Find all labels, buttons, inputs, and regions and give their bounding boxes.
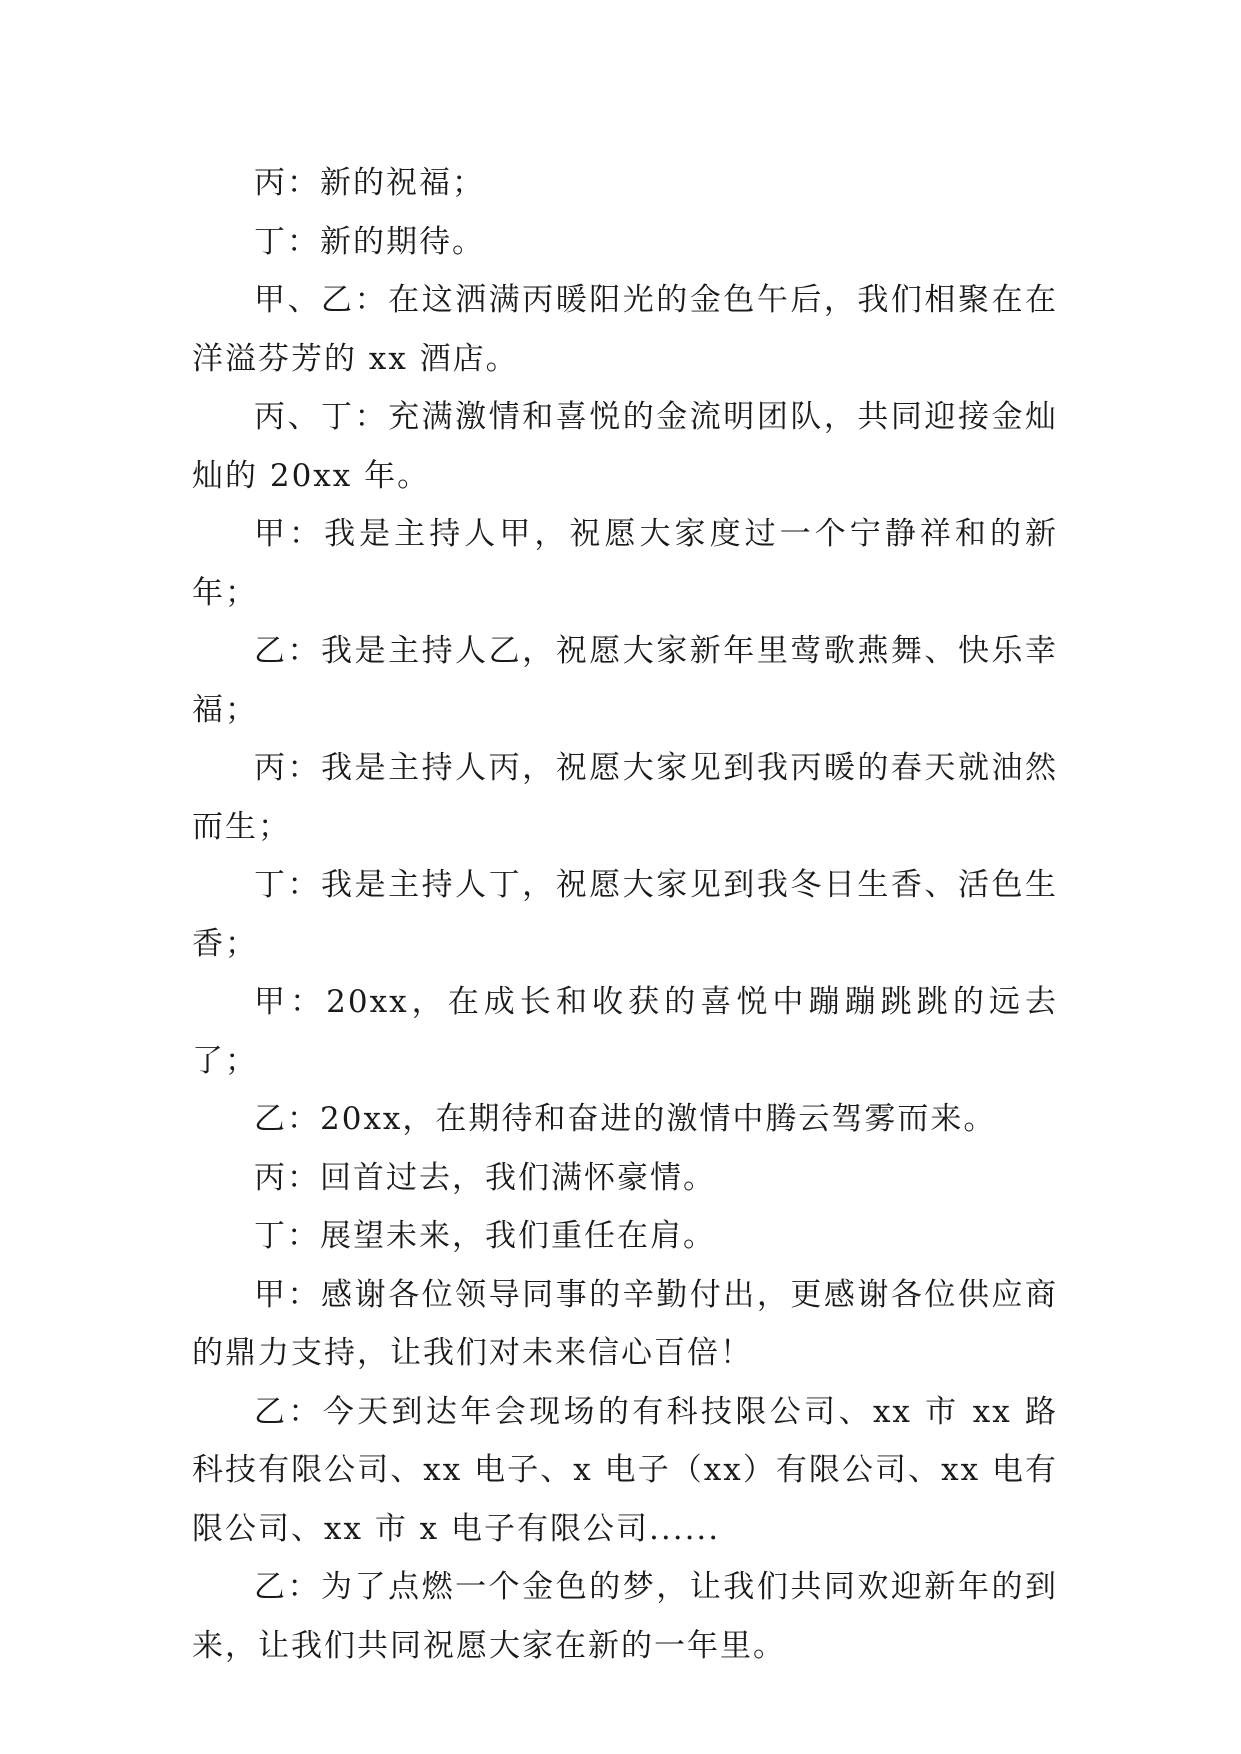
paragraph: 丁：展望未来，我们重任在肩。	[254, 1218, 716, 1254]
paragraph: 甲、乙：在这洒满丙暖阳光的金色午后，我们相聚在在洋溢芬芳的 xx 酒店。	[192, 282, 1058, 377]
paragraph: 丙：回首过去，我们满怀豪情。	[254, 1159, 716, 1196]
paragraph: 乙：我是主持人乙，祝愿大家新年里莺歌燕舞、快乐幸福；	[192, 633, 1058, 728]
paragraph: 甲：20xx，在成长和收获的喜悦中蹦蹦跳跳的远去了；	[192, 984, 1058, 1079]
paragraph: 乙：今天到达年会现场的有科技限公司、xx 市 xx 路科技有限公司、xx 电子、x 电子（xx）有限公司、xx 电有限公司、xx 市 x 电子有限公司......	[192, 1393, 1058, 1547]
paragraph: 丁：我是主持人丁，祝愿大家见到我冬日生香、活色生香；	[192, 867, 1058, 962]
document-body	[192, 154, 1058, 1675]
paragraph: 丙、丁：充满激情和喜悦的金流明团队，共同迎接金灿灿的 20xx 年。	[192, 399, 1058, 494]
paragraph: 甲：感谢各位领导同事的辛勤付出，更感谢各位供应商的鼎力支持，让我们对未来信心百倍！	[192, 1276, 1058, 1371]
paragraph: 乙：20xx，在期待和奋进的激情中腾云驾雾而来。	[254, 1101, 997, 1137]
paragraph: 丁：新的期待。	[254, 223, 485, 260]
paragraph: 乙：为了点燃一个金色的梦，让我们共同欢迎新年的到来，让我们共同祝愿大家在新的一年里。	[192, 1569, 1058, 1664]
paragraph: 丙：我是主持人丙，祝愿大家见到我丙暖的春天就油然而生；	[192, 750, 1058, 845]
paragraph: 丙：新的祝福；	[254, 165, 485, 201]
paragraph: 甲：我是主持人甲，祝愿大家度过一个宁静祥和的新年；	[192, 516, 1058, 611]
